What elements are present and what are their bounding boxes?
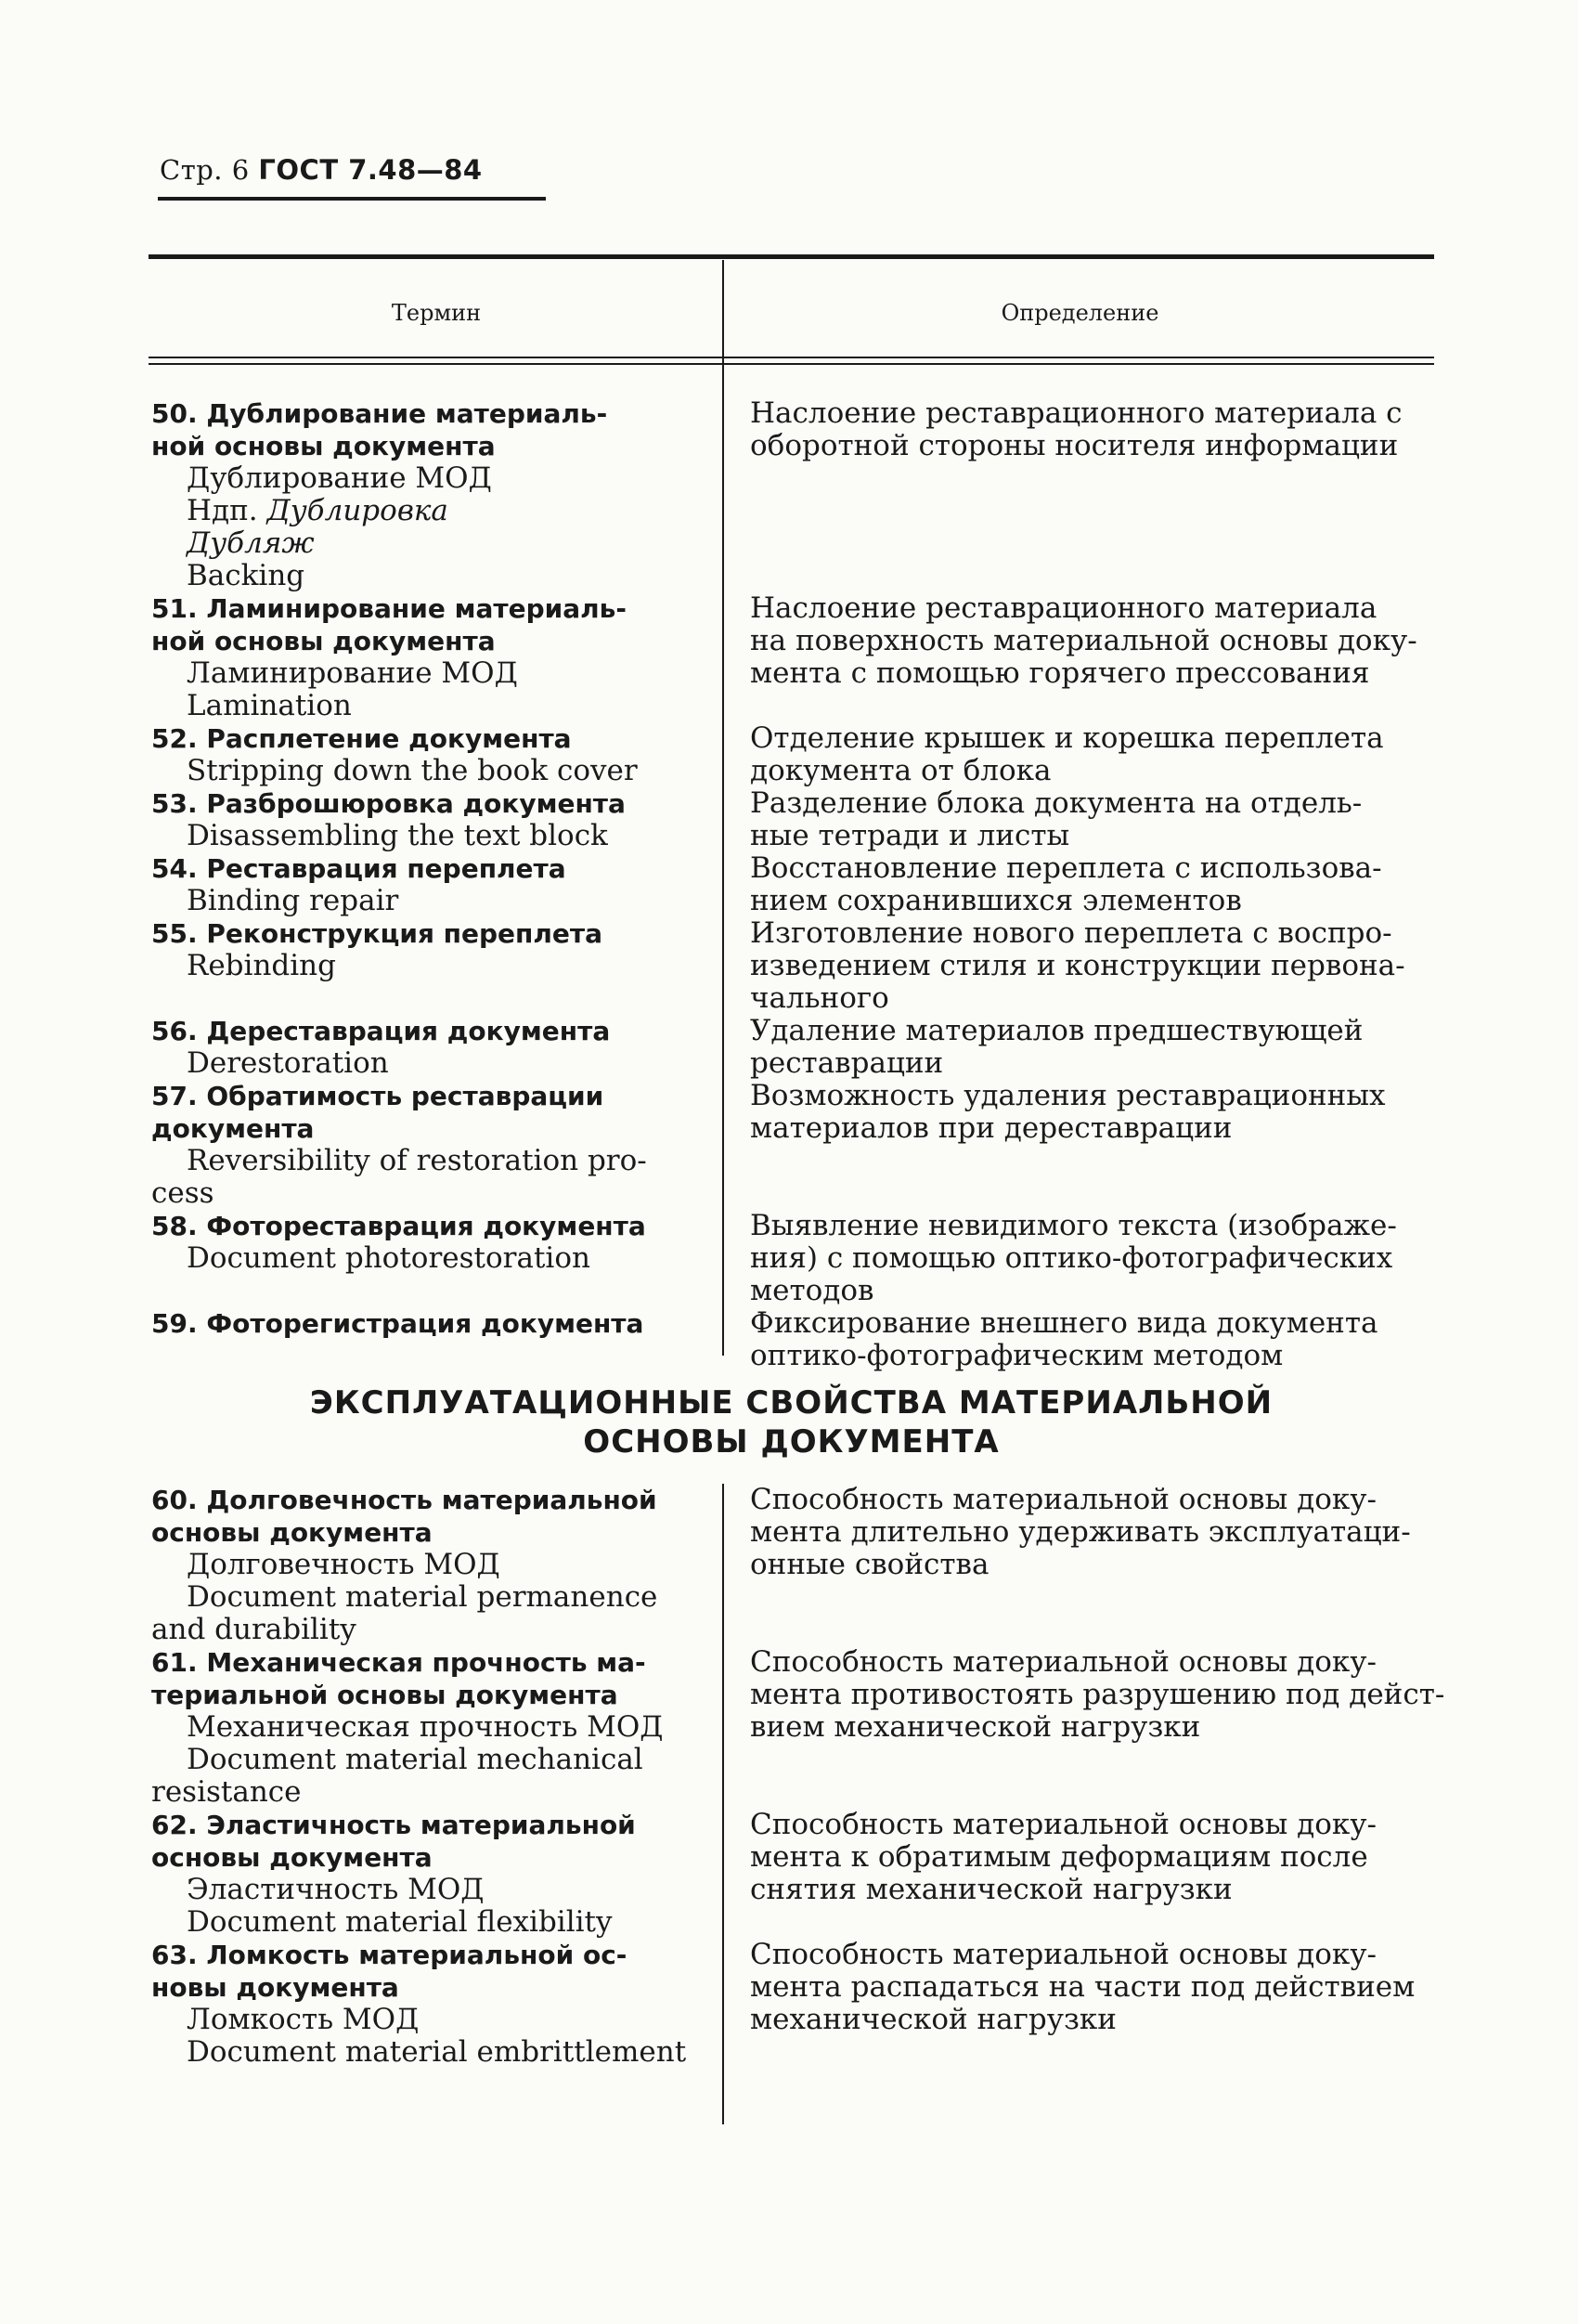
term-57: [151, 1080, 699, 1210]
definition-line: Способность материальной основы доку-: [750, 1938, 1377, 1971]
term-title: 56. Дереставрация документа: [151, 1016, 611, 1046]
definition-line: Фиксирование внешнего вида документа: [750, 1306, 1378, 1340]
term-title: 55. Реконструкция переплета: [151, 918, 603, 949]
term-not-allowed: Ндп. Дублировка: [187, 494, 448, 527]
term-title: основы документа: [151, 1517, 433, 1548]
definition-line: Возможность удаления реставрационных: [750, 1079, 1386, 1112]
term-english: resistance: [151, 1775, 302, 1809]
term-title: 54. Реставрация переплета: [151, 853, 566, 884]
term-title: 58. Фотореставрация документа: [151, 1211, 646, 1241]
definition-line: мента к обратимым деформациям после: [750, 1840, 1368, 1874]
term-short-form: Эластичность МОД: [187, 1873, 485, 1906]
definition-line: Изготовление нового переплета с воспро-: [750, 916, 1392, 950]
column-divider: [722, 260, 724, 1356]
term-title: ной основы документа: [151, 626, 496, 656]
term-english: Document material embrittlement: [187, 2035, 687, 2069]
definition-line: методов: [750, 1274, 874, 1307]
section-heading-line: ЭКСПЛУАТАЦИОННЫЕ СВОЙСТВА МАТЕРИАЛЬНОЙ: [309, 1384, 1274, 1422]
definition-line: Удаление материалов предшествующей: [750, 1014, 1364, 1047]
term-english: Document material flexibility: [187, 1905, 613, 1939]
definition-line: ния) с помощью оптико-фотографических: [750, 1241, 1393, 1275]
term-52: [151, 722, 699, 787]
definition-54: [750, 852, 1439, 917]
section-heading-line: ОСНОВЫ ДОКУМЕНТА: [583, 1423, 1000, 1461]
term-56: [151, 1015, 699, 1080]
column-divider: [722, 1484, 724, 2124]
term-title: 50. Дублирование материаль-: [151, 398, 608, 429]
term-english: cess: [151, 1176, 214, 1210]
definition-53: [750, 787, 1439, 852]
term-61: [151, 1646, 699, 1809]
term-62: [151, 1809, 699, 1939]
term-title: новы документа: [151, 1972, 399, 2003]
header-divider: [149, 363, 1434, 365]
definition-line: мента длительно удерживать эксплуатаци-: [750, 1515, 1411, 1549]
definition-63: [750, 1939, 1439, 2036]
definition-line: онные свойства: [750, 1548, 989, 1581]
definition-line: механической нагрузки: [750, 2003, 1117, 2036]
term-not-allowed: Дубляж: [187, 526, 315, 560]
definition-line: Разделение блока документа на отдель-: [750, 786, 1363, 820]
column-header-definition: Определение: [1001, 300, 1159, 326]
term-short-form: Механическая прочность МОД: [187, 1710, 664, 1744]
definition-59: [750, 1307, 1439, 1372]
term-english: Rebinding: [187, 949, 336, 982]
term-english: Document material mechanical: [187, 1743, 643, 1776]
definition-line: мента с помощью горячего прессования: [750, 656, 1370, 690]
term-english: and durability: [151, 1613, 356, 1646]
term-title: 53. Разброшюровка документа: [151, 788, 626, 819]
term-english: Derestoration: [187, 1046, 389, 1080]
term-title: 60. Долговечность материальной: [151, 1485, 657, 1515]
definition-line: Выявление невидимого текста (изображе-: [750, 1209, 1397, 1242]
definition-line: нием сохранившихся элементов: [750, 884, 1242, 917]
definition-line: ные тетради и листы: [750, 819, 1070, 852]
term-title: териальной основы документа: [151, 1680, 618, 1710]
header-divider: [149, 357, 1434, 358]
definition-line: Отделение крышек и корешка переплета: [750, 721, 1384, 755]
definition-52: [750, 722, 1439, 787]
term-63: [151, 1939, 699, 2069]
term-title: 59. Фоторегистрация документа: [151, 1308, 644, 1339]
page-header: [160, 154, 483, 186]
section-heading: [149, 1383, 1434, 1461]
definition-57: [750, 1080, 1439, 1145]
term-title: 51. Ламинирование материаль-: [151, 593, 627, 624]
term-short-form: Ломкость МОД: [187, 2003, 420, 2036]
definition-line: снятия механической нагрузки: [750, 1873, 1233, 1906]
term-title: ной основы документа: [151, 431, 496, 461]
term-51: [151, 592, 699, 722]
term-short-form: Долговечность МОД: [187, 1548, 500, 1581]
definition-line: вием механической нагрузки: [750, 1710, 1201, 1744]
definition-61: [750, 1645, 1445, 1744]
definition-line: изведением стиля и конструкции первона-: [750, 949, 1405, 982]
definition-50: [750, 397, 1439, 462]
term-54: [151, 852, 699, 917]
term-short-form: Дублирование МОД: [187, 461, 492, 495]
term-title: 63. Ломкость материальной ос-: [151, 1940, 627, 1970]
term-title: 57. Обратимость реставрации: [151, 1081, 604, 1111]
page-number: Стр. 6: [160, 154, 250, 186]
term-60: [151, 1484, 699, 1646]
term-title: документа: [151, 1113, 315, 1144]
definition-line: оптико-фотографическим методом: [750, 1339, 1284, 1372]
definition-51: [750, 592, 1439, 690]
definition-56: [750, 1015, 1439, 1080]
term-50: [151, 397, 699, 592]
definition-55: [750, 917, 1439, 1015]
term-english: Document material permanence: [187, 1580, 658, 1614]
definition-line: реставрации: [750, 1046, 944, 1080]
term-short-form: Ламинирование МОД: [187, 656, 518, 690]
definition-62: [750, 1809, 1439, 1906]
term-english: Disassembling the text block: [187, 819, 608, 852]
term-english: Binding repair: [187, 884, 399, 917]
definition-line: мента распадаться на части под действием: [750, 1970, 1416, 2004]
term-58: [151, 1210, 699, 1275]
definition-line: Способность материальной основы доку-: [750, 1483, 1377, 1516]
term-english: Backing: [187, 559, 305, 592]
definition-60: [750, 1484, 1439, 1581]
definition-line: документа от блока: [750, 754, 1052, 787]
definition-58: [750, 1210, 1439, 1307]
term-english: Reversibility of restoration pro-: [187, 1144, 647, 1177]
definition-line: на поверхность материальной основы доку-: [750, 624, 1417, 657]
table-top-rule: [149, 254, 1434, 259]
term-english: Lamination: [187, 689, 352, 722]
doc-code: ГОСТ 7.48—84: [258, 154, 483, 186]
term-english: Stripping down the book cover: [187, 754, 638, 787]
term-title: 52. Расплетение документа: [151, 723, 572, 754]
definition-line: мента противостоять разрушению под дейст-: [750, 1678, 1445, 1711]
definition-line: Наслоение реставрационного материала: [750, 591, 1378, 625]
term-55: [151, 917, 699, 982]
definition-line: материалов при дереставрации: [750, 1111, 1233, 1145]
term-title: 61. Механическая прочность ма-: [151, 1647, 646, 1678]
header-rule: [158, 197, 546, 201]
column-header-term: Термин: [391, 300, 482, 326]
definition-line: чального: [750, 981, 889, 1015]
term-title: основы документа: [151, 1842, 433, 1873]
definition-line: Способность материальной основы доку-: [750, 1645, 1377, 1679]
definition-line: Наслоение реставрационного материала с: [750, 396, 1403, 430]
term-title: 62. Эластичность материальной: [151, 1810, 636, 1840]
definition-line: оборотной стороны носителя информации: [750, 429, 1399, 462]
term-59: [151, 1307, 699, 1340]
definition-line: Восстановление переплета с использова-: [750, 851, 1382, 885]
definition-line: Способность материальной основы доку-: [750, 1808, 1377, 1841]
term-english: Document photorestoration: [187, 1241, 590, 1275]
term-53: [151, 787, 699, 852]
